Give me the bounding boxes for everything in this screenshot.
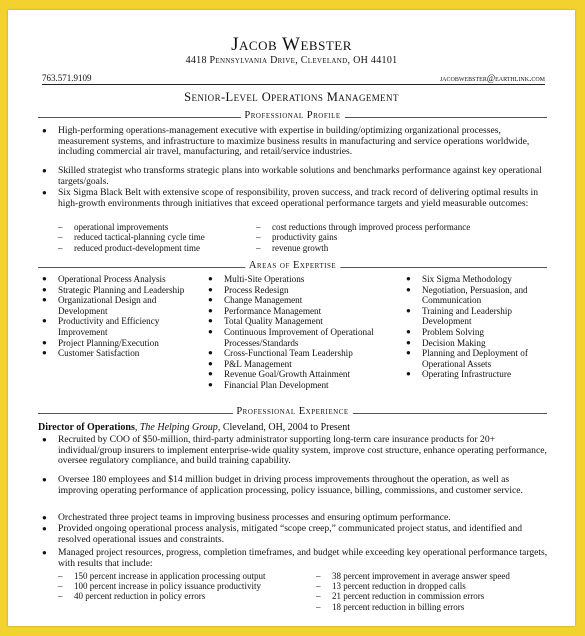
bullet-icon: ●: [42, 337, 47, 347]
list-item: ● Financial Plan Development: [208, 379, 329, 390]
list-item: ● Operating Infrastructure: [406, 369, 512, 380]
list-item: – cost reductions through improved process performance: [256, 222, 471, 232]
bullet-icon: ●: [42, 348, 47, 358]
list-item: ● Process Redesign: [208, 284, 289, 295]
list-item: ● Continuous Improvement of Operational Processes/Standards: [208, 326, 374, 348]
list-item: ● Productivity and Efficiency Improvement: [42, 316, 160, 337]
list-item: – operational improvements: [58, 222, 169, 232]
bullet-icon: ●: [208, 348, 213, 358]
profile-bullet-text: High-performing operations-management executive with expertise in building/optimizing organizational processes, measurement systems, and infrastructure to maximize business results in manufacturing and service operations worldwide, including commercial air travel, manufacturing, and retail/service industries.: [58, 125, 530, 158]
target-title: Senior-Level Operations Management: [184, 90, 399, 104]
bullet-icon: ●: [406, 305, 411, 315]
list-item: ● Total Quality Management: [208, 316, 323, 327]
list-item: ● Six Sigma Methodology: [406, 274, 512, 284]
bullet-icon: ●: [208, 369, 213, 379]
expertise-heading-text: Areas of Expertise: [245, 260, 340, 271]
bullet-icon: ●: [406, 369, 411, 379]
list-item: ● Decision Making: [406, 337, 486, 348]
bullet-icon: ●: [42, 295, 47, 305]
bullet-icon: ●: [42, 548, 47, 557]
list-item: – 100 percent increase in policy issuance productivity: [58, 581, 261, 592]
outcomes-left: [58, 222, 258, 253]
expertise-heading: [38, 261, 547, 273]
bullet-icon: ●: [42, 274, 47, 283]
dash-icon: –: [316, 581, 321, 592]
profile-bullet-text: Six Sigma Black Belt with extensive scope of responsibility, proven success, and track record of delivering optimal results in high-growth environments through initiatives that exceed operational performance targets and yield measurable outcomes:: [58, 187, 539, 209]
list-item: ● Cross-Functional Team Leadership: [208, 348, 353, 359]
list-item: – 38 percent improvement in average answer speed: [316, 571, 510, 581]
dash-icon: –: [58, 591, 63, 602]
bullet-icon: ●: [208, 295, 213, 305]
list-item: ● Performance Management: [208, 305, 322, 316]
dash-icon: –: [58, 222, 63, 232]
bullet-icon: ●: [42, 435, 47, 444]
expertise-col-1: [42, 274, 192, 359]
dash-icon: –: [316, 571, 321, 581]
bullet-icon: ●: [42, 475, 47, 484]
experience-bullet-text: Provided ongoing operational process analysis, mitigated “scope creep,” communicated project status, and identified and resolved operational issues and constraints.: [58, 523, 523, 545]
bullet-icon: ●: [406, 284, 411, 294]
dash-icon: –: [256, 232, 261, 243]
list-item: – revenue growth: [256, 242, 329, 253]
list-item: – 150 percent increase in application processing output: [58, 571, 266, 581]
bullet-icon: ●: [406, 326, 411, 336]
experience-heading: [38, 407, 547, 419]
bullet-icon: ●: [42, 126, 47, 135]
list-item: ● Revenue Goal/Growth Attainment: [208, 369, 351, 380]
bullet-icon: ●: [42, 284, 47, 294]
list-item: ● Planning and Deployment of Operational Assets: [406, 348, 528, 369]
bullet-icon: ●: [42, 524, 47, 533]
email: jacobwebster@earthlink.com: [439, 73, 545, 83]
bullet-icon: ●: [42, 166, 47, 175]
list-item: ● Problem Solving: [406, 326, 485, 337]
list-item: ● Multi-Site Operations: [208, 274, 305, 284]
bullet-icon: ●: [208, 284, 213, 294]
company-name: The Helping Group: [139, 422, 218, 433]
phone: 763.571.9109: [42, 73, 92, 83]
list-item: ● Change Management: [208, 295, 303, 306]
list-item: – productivity gains: [256, 232, 338, 243]
dash-icon: –: [58, 581, 63, 592]
dash-icon: –: [58, 242, 63, 253]
bullet-icon: ●: [42, 316, 47, 326]
dash-icon: –: [256, 242, 261, 253]
bullet-icon: ●: [208, 358, 213, 368]
dash-icon: –: [256, 222, 261, 232]
bullet-icon: ●: [42, 513, 47, 522]
list-item: ● Training and Leadership Development: [406, 305, 512, 327]
list-item: ● Customer Satisfaction: [42, 348, 140, 359]
resume-page: [8, 10, 575, 626]
outcomes-right: [256, 222, 556, 253]
bullet-icon: ●: [208, 379, 213, 389]
profile-bullet-text: Skilled strategist who transforms strategic plans into workable solutions and benchmarks performance against key operational targets/goals.: [58, 165, 542, 187]
bullet-icon: ●: [208, 305, 213, 315]
header-rule: [42, 84, 545, 85]
list-item: – reduced tactical-planning cycle time: [58, 232, 205, 243]
list-item: ● Organizational Design and Development: [42, 295, 157, 316]
results-right: [316, 571, 556, 612]
list-item: – 18 percent reduction in billing errors: [316, 601, 465, 612]
experience-heading-text: Professional Experience: [232, 406, 352, 417]
expertise-col-2: [208, 274, 386, 391]
list-item: ● Negotiation, Persuasion, and Communication: [406, 284, 528, 306]
bullet-icon: ●: [406, 348, 411, 358]
list-item: ● Project Planning/Execution: [42, 337, 159, 348]
job-location-dates: , Cleveland, OH, 2004 to Present: [217, 422, 351, 433]
profile-heading-text: Professional Profile: [240, 110, 344, 121]
list-item: – 21 percent reduction in commission errors: [316, 591, 485, 602]
experience-bullet-text: Managed project resources, progress, completion timeframes, and budget while exceeding key operational performance targets, with results that include:: [58, 547, 548, 569]
bullet-icon: ●: [406, 274, 411, 283]
job-title: Director of Operations: [38, 422, 135, 433]
dash-icon: –: [58, 571, 63, 581]
list-item: ● Strategic Planning and Leadership: [42, 284, 185, 295]
list-item: – 40 percent reduction in policy errors: [58, 591, 206, 602]
list-item: ● Operational Process Analysis: [42, 274, 166, 284]
results-left: [58, 571, 328, 602]
list-item: – reduced product-development time: [58, 242, 200, 253]
expertise-col-3: [406, 274, 551, 380]
bullet-icon: ●: [208, 326, 213, 336]
experience-bullet-text: Orchestrated three project teams in improving business processes and ensuring optimum performance.: [58, 512, 451, 523]
bullet-icon: ●: [208, 316, 213, 326]
job-line: Director of Operations, The Helping Group, Cleveland, OH, 2004 to Present: [38, 422, 351, 433]
list-item: – 13 percent reduction in dropped calls: [316, 581, 466, 592]
candidate-name: Jacob Webster: [231, 34, 352, 55]
address: 4418 Pennsylvania Drive, Cleveland, OH 44101: [185, 55, 398, 66]
profile-heading: [38, 111, 547, 123]
list-item: ● P&L Management: [208, 358, 292, 369]
bullet-icon: ●: [42, 188, 47, 197]
experience-bullet-text: Oversee 180 employees and $14 million budget in driving process improvements throughout the operation, as well as improving operating performance of application processing, policy issuance, billing, commissions, and customer service.: [58, 474, 523, 496]
bullet-icon: ●: [208, 274, 213, 283]
dash-icon: –: [58, 232, 63, 243]
dash-icon: –: [316, 601, 321, 612]
bullet-icon: ●: [406, 337, 411, 347]
experience-bullet-text: Recruited by COO of $50-million, third-party administrator supporting long-term care insurance products for 20+ individual/group insurers to implement enterprise-wide quality system, improve cost structure, enhance operating performance, oversee regulatory compliance, and build training capability.: [58, 434, 547, 467]
dash-icon: –: [316, 591, 321, 602]
